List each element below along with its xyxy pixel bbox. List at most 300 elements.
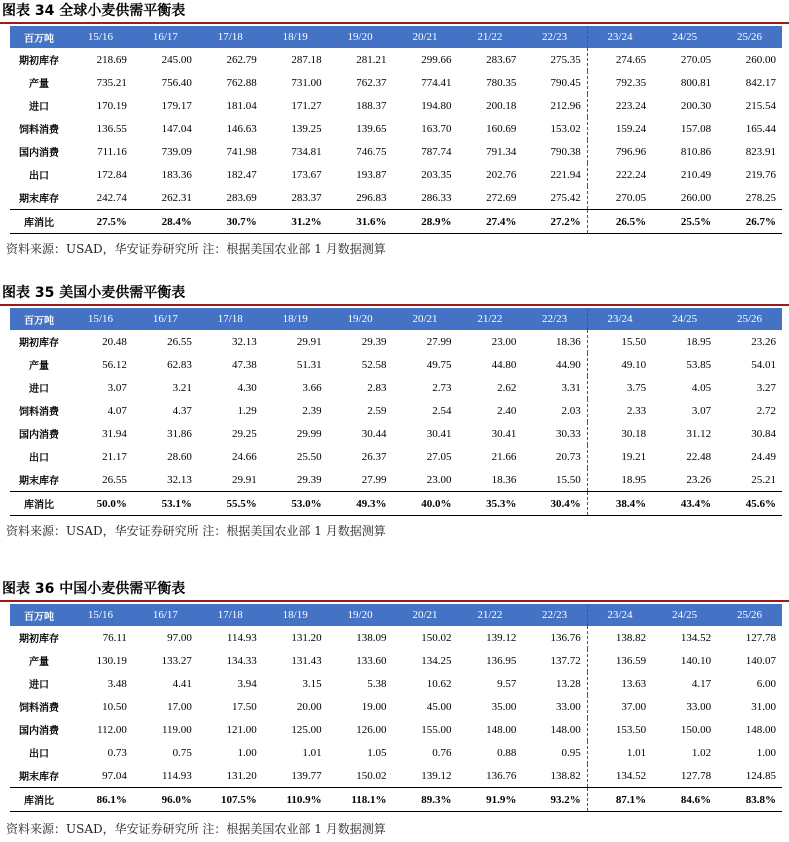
- cell-value: 183.36: [161, 168, 192, 181]
- row-label: 期初库存: [19, 338, 59, 349]
- table-section-world: [0, 0, 789, 262]
- cell-value: 126.00: [356, 723, 387, 736]
- cell-value: 32.13: [167, 473, 192, 486]
- cell-value: 30.44: [361, 427, 387, 440]
- cell-value: 296.83: [356, 191, 387, 204]
- year-header: 16/17: [133, 604, 198, 626]
- cell-value: 131.43: [291, 654, 322, 667]
- table-row: [10, 163, 782, 186]
- cell-value: 159.24: [587, 117, 652, 140]
- year-header: 23/24: [587, 308, 652, 330]
- cell-value: 29.25: [231, 427, 257, 440]
- cell-value: 30.84: [751, 427, 776, 440]
- cell-value: 125.00: [291, 723, 322, 736]
- cell-value: 130.19: [96, 654, 127, 667]
- cell-value: 27.4%: [457, 210, 522, 234]
- cell-value: 172.84: [96, 168, 127, 181]
- cell-value: 1.00: [237, 746, 257, 759]
- cell-value: 136.76: [550, 631, 581, 644]
- cell-value: 0.95: [561, 746, 581, 759]
- row-label: 产量: [29, 657, 49, 668]
- cell-value: 133.60: [356, 654, 387, 667]
- cell-value: 114.93: [226, 631, 257, 644]
- cell-value: 202.76: [486, 168, 517, 181]
- cell-value: 283.69: [226, 191, 257, 204]
- row-label: 期末库存: [19, 194, 59, 205]
- cell-value: 157.08: [680, 122, 712, 135]
- cell-value: 131.20: [291, 631, 322, 644]
- cell-value: 5.38: [367, 677, 387, 690]
- row-label: 饲料消费: [19, 125, 59, 136]
- cell-value: 4.37: [172, 404, 192, 417]
- cell-value: 45.00: [426, 700, 452, 713]
- cell-value: 146.63: [226, 122, 257, 135]
- title-rule: [0, 600, 789, 602]
- cell-value: 35.3%: [457, 492, 522, 516]
- cell-value: 138.09: [356, 631, 387, 644]
- cell-value: 171.27: [291, 99, 322, 112]
- cell-value: 1.01: [587, 741, 652, 764]
- cell-value: 762.88: [226, 76, 257, 89]
- table-row: [10, 788, 782, 812]
- cell-value: 131.20: [226, 769, 257, 782]
- cell-value: 40.0%: [393, 492, 458, 516]
- cell-value: 44.80: [491, 358, 517, 371]
- cell-value: 136.95: [486, 654, 517, 667]
- cell-value: 287.18: [291, 53, 322, 66]
- cell-value: 153.50: [587, 718, 652, 741]
- cell-value: 810.86: [680, 145, 712, 158]
- row-label: 期末库存: [19, 772, 59, 783]
- year-header: 20/21: [393, 26, 458, 48]
- cell-value: 780.35: [486, 76, 517, 89]
- cell-value: 136.55: [96, 122, 127, 135]
- cell-value: 179.17: [161, 99, 192, 112]
- cell-value: 26.55: [167, 335, 192, 348]
- row-label: 出口: [29, 171, 49, 182]
- cell-value: 155.00: [421, 723, 452, 736]
- cell-value: 29.91: [231, 473, 257, 486]
- cell-value: 110.9%: [263, 788, 328, 812]
- cell-value: 28.60: [167, 450, 192, 463]
- cell-value: 150.00: [680, 723, 712, 736]
- cell-value: 148.00: [486, 723, 517, 736]
- cell-value: 25.50: [296, 450, 322, 463]
- cell-value: 790.45: [550, 76, 581, 89]
- row-label: 产量: [29, 79, 49, 90]
- table-row: [10, 376, 782, 399]
- cell-value: 182.47: [226, 168, 257, 181]
- source-note: 资料来源：USAD，华安证券研究所 注：根据美国农业部 1 月数据测算: [6, 822, 386, 836]
- cell-value: 127.78: [680, 769, 712, 782]
- cell-value: 160.69: [486, 122, 517, 135]
- cell-value: 222.24: [587, 163, 652, 186]
- cell-value: 762.37: [356, 76, 387, 89]
- cell-value: 148.00: [550, 723, 581, 736]
- table-row: [10, 718, 782, 741]
- world-wheat-table: [10, 26, 782, 234]
- cell-value: 30.4%: [522, 492, 587, 516]
- cell-value: 153.02: [550, 122, 581, 135]
- cell-value: 15.50: [556, 473, 581, 486]
- china-wheat-table: [10, 604, 782, 812]
- cell-value: 2.83: [367, 381, 387, 394]
- cell-value: 27.99: [361, 473, 387, 486]
- cell-value: 2.40: [497, 404, 517, 417]
- unit-header: 百万吨: [10, 604, 68, 626]
- cell-value: 2.73: [432, 381, 452, 394]
- unit-header: 百万吨: [10, 308, 68, 330]
- cell-value: 735.21: [96, 76, 127, 89]
- cell-value: 10.50: [102, 700, 127, 713]
- cell-value: 28.9%: [393, 210, 458, 234]
- cell-value: 193.87: [356, 168, 387, 181]
- cell-value: 24.49: [751, 450, 776, 463]
- cell-value: 114.93: [161, 769, 192, 782]
- cell-value: 10.62: [426, 677, 452, 690]
- cell-value: 13.28: [556, 677, 581, 690]
- cell-value: 739.09: [161, 145, 192, 158]
- year-header: 24/25: [652, 308, 717, 330]
- cell-value: 140.07: [745, 654, 776, 667]
- cell-value: 136.76: [486, 769, 517, 782]
- cell-value: 29.39: [361, 335, 387, 348]
- row-label: 库消比: [10, 210, 68, 234]
- cell-value: 13.63: [587, 672, 652, 695]
- cell-value: 20.00: [296, 700, 322, 713]
- cell-value: 121.00: [226, 723, 257, 736]
- cell-value: 787.74: [421, 145, 452, 158]
- cell-value: 163.70: [421, 122, 452, 135]
- cell-value: 21.17: [102, 450, 127, 463]
- cell-value: 2.62: [497, 381, 517, 394]
- cell-value: 147.04: [161, 122, 192, 135]
- year-header: 25/26: [717, 604, 782, 626]
- year-header: 15/16: [68, 308, 133, 330]
- cell-value: 28.4%: [133, 210, 198, 234]
- year-header: 18/19: [263, 308, 328, 330]
- cell-value: 746.75: [356, 145, 387, 158]
- cell-value: 124.85: [745, 769, 776, 782]
- row-label: 出口: [29, 453, 49, 464]
- table-section-us: [0, 282, 789, 544]
- cell-value: 30.41: [491, 427, 517, 440]
- row-label: 国内消费: [19, 430, 59, 441]
- cell-value: 1.29: [237, 404, 257, 417]
- cell-value: 796.96: [587, 140, 652, 163]
- year-header: 16/17: [133, 308, 198, 330]
- cell-value: 741.98: [226, 145, 257, 158]
- year-header: 15/16: [68, 604, 133, 626]
- cell-value: 2.54: [432, 404, 452, 417]
- cell-value: 31.94: [102, 427, 127, 440]
- row-label: 出口: [29, 749, 49, 760]
- year-header: 22/23: [522, 308, 587, 330]
- table-row: [10, 695, 782, 718]
- year-header: 17/18: [198, 308, 263, 330]
- cell-value: 4.41: [172, 677, 192, 690]
- year-header: 23/24: [587, 604, 652, 626]
- cell-value: 2.72: [756, 404, 776, 417]
- cell-value: 27.05: [426, 450, 452, 463]
- cell-value: 53.0%: [263, 492, 328, 516]
- cell-value: 119.00: [161, 723, 192, 736]
- cell-value: 62.83: [167, 358, 192, 371]
- cell-value: 299.66: [421, 53, 452, 66]
- cell-value: 791.34: [486, 145, 517, 158]
- cell-value: 4.07: [107, 404, 127, 417]
- figure-title: 图表 36 中国小麦供需平衡表: [2, 581, 186, 597]
- cell-value: 52.58: [361, 358, 387, 371]
- cell-value: 18.95: [587, 468, 652, 492]
- title-rule: [0, 22, 789, 24]
- table-row: [10, 422, 782, 445]
- table-row: [10, 71, 782, 94]
- cell-value: 49.75: [426, 358, 452, 371]
- cell-value: 2.39: [302, 404, 322, 417]
- cell-value: 212.96: [550, 99, 581, 112]
- cell-value: 242.74: [96, 191, 127, 204]
- cell-value: 9.57: [497, 677, 517, 690]
- year-header: 18/19: [263, 604, 328, 626]
- cell-value: 96.0%: [133, 788, 198, 812]
- year-header: 22/23: [522, 604, 587, 626]
- year-header: 24/25: [652, 604, 717, 626]
- cell-value: 221.94: [550, 168, 581, 181]
- cell-value: 27.2%: [522, 210, 587, 234]
- header-row: [10, 604, 782, 626]
- cell-value: 215.54: [745, 99, 776, 112]
- cell-value: 27.99: [426, 335, 452, 348]
- cell-value: 3.21: [172, 381, 192, 394]
- cell-value: 33.00: [686, 700, 712, 713]
- cell-value: 18.36: [556, 335, 581, 348]
- cell-value: 118.1%: [328, 788, 393, 812]
- cell-value: 800.81: [680, 76, 712, 89]
- cell-value: 19.21: [587, 445, 652, 468]
- year-header: 20/21: [393, 604, 458, 626]
- cell-value: 17.50: [231, 700, 257, 713]
- cell-value: 139.65: [356, 122, 387, 135]
- cell-value: 84.6%: [652, 788, 717, 812]
- cell-value: 1.02: [691, 746, 712, 759]
- cell-value: 139.12: [421, 769, 452, 782]
- cell-value: 148.00: [745, 723, 776, 736]
- cell-value: 283.37: [291, 191, 322, 204]
- cell-value: 32.13: [231, 335, 257, 348]
- cell-value: 3.27: [756, 381, 776, 394]
- year-header: 15/16: [68, 26, 133, 48]
- table-row: [10, 210, 782, 234]
- cell-value: 842.17: [745, 76, 776, 89]
- table-row: [10, 492, 782, 516]
- table-row: [10, 468, 782, 492]
- cell-value: 138.82: [587, 626, 652, 649]
- cell-value: 283.67: [486, 53, 517, 66]
- year-header: 25/26: [717, 308, 782, 330]
- table-row: [10, 117, 782, 140]
- cell-value: 281.21: [356, 53, 387, 66]
- cell-value: 136.59: [587, 649, 652, 672]
- cell-value: 54.01: [751, 358, 776, 371]
- cell-value: 223.24: [587, 94, 652, 117]
- year-header: 20/21: [393, 308, 458, 330]
- cell-value: 3.31: [561, 381, 581, 394]
- table-row: [10, 140, 782, 163]
- table-row: [10, 764, 782, 788]
- cell-value: 134.33: [226, 654, 257, 667]
- figure-title: 图表 34 全球小麦供需平衡表: [2, 3, 186, 19]
- cell-value: 35.00: [491, 700, 517, 713]
- row-label: 库消比: [10, 788, 68, 812]
- cell-value: 56.12: [102, 358, 127, 371]
- table-section-china: [0, 578, 789, 842]
- cell-value: 4.30: [237, 381, 257, 394]
- cell-value: 17.00: [167, 700, 192, 713]
- year-header: 19/20: [328, 604, 393, 626]
- table-row: [10, 48, 782, 71]
- cell-value: 24.66: [231, 450, 257, 463]
- cell-value: 26.37: [361, 450, 387, 463]
- cell-value: 203.35: [421, 168, 452, 181]
- cell-value: 134.52: [680, 631, 712, 644]
- cell-value: 262.79: [226, 53, 257, 66]
- cell-value: 286.33: [421, 191, 452, 204]
- cell-value: 790.38: [550, 145, 581, 158]
- year-header: 25/26: [717, 26, 782, 48]
- cell-value: 140.10: [680, 654, 712, 667]
- title-rule: [0, 304, 789, 306]
- cell-value: 275.35: [550, 53, 581, 66]
- year-header: 19/20: [328, 26, 393, 48]
- row-label: 国内消费: [19, 148, 59, 159]
- cell-value: 150.02: [421, 631, 452, 644]
- us-wheat-table: [10, 308, 782, 516]
- header-row: [10, 308, 782, 330]
- cell-value: 31.12: [686, 427, 712, 440]
- cell-value: 200.18: [486, 99, 517, 112]
- cell-value: 25.21: [751, 473, 776, 486]
- cell-value: 270.05: [680, 53, 712, 66]
- cell-value: 711.16: [97, 145, 127, 158]
- cell-value: 29.99: [296, 427, 322, 440]
- cell-value: 245.00: [161, 53, 192, 66]
- cell-value: 165.44: [745, 122, 776, 135]
- cell-value: 30.18: [587, 422, 652, 445]
- year-header: 23/24: [587, 26, 652, 48]
- cell-value: 181.04: [226, 99, 257, 112]
- row-label: 期初库存: [19, 634, 59, 645]
- cell-value: 19.00: [361, 700, 387, 713]
- cell-value: 756.40: [161, 76, 192, 89]
- cell-value: 50.0%: [68, 492, 133, 516]
- table-row: [10, 186, 782, 210]
- cell-value: 26.7%: [717, 210, 782, 234]
- cell-value: 270.05: [587, 186, 652, 210]
- source-note: 资料来源：USAD，华安证券研究所 注：根据美国农业部 1 月数据测算: [6, 524, 386, 538]
- cell-value: 26.55: [102, 473, 127, 486]
- cell-value: 4.17: [691, 677, 712, 690]
- cell-value: 139.12: [486, 631, 517, 644]
- row-label: 期初库存: [19, 56, 59, 67]
- year-header: 21/22: [457, 26, 522, 48]
- cell-value: 3.94: [237, 677, 257, 690]
- table-row: [10, 741, 782, 764]
- cell-value: 1.00: [756, 746, 776, 759]
- cell-value: 30.7%: [198, 210, 263, 234]
- cell-value: 3.07: [107, 381, 127, 394]
- year-header: 18/19: [263, 26, 328, 48]
- cell-value: 107.5%: [198, 788, 263, 812]
- table-row: [10, 399, 782, 422]
- cell-value: 53.1%: [133, 492, 198, 516]
- cell-value: 1.05: [367, 746, 387, 759]
- cell-value: 150.02: [356, 769, 387, 782]
- cell-value: 0.76: [432, 746, 452, 759]
- year-header: 16/17: [133, 26, 198, 48]
- cell-value: 188.37: [356, 99, 387, 112]
- cell-value: 3.66: [302, 381, 322, 394]
- header-row: [10, 26, 782, 48]
- table-row: [10, 445, 782, 468]
- cell-value: 112.00: [97, 723, 127, 736]
- table-row: [10, 626, 782, 649]
- cell-value: 138.82: [550, 769, 581, 782]
- cell-value: 23.26: [686, 473, 712, 486]
- cell-value: 4.05: [691, 381, 712, 394]
- table-row: [10, 353, 782, 376]
- cell-value: 262.31: [161, 191, 192, 204]
- row-label: 国内消费: [19, 726, 59, 737]
- cell-value: 49.3%: [328, 492, 393, 516]
- cell-value: 83.8%: [717, 788, 782, 812]
- cell-value: 194.80: [421, 99, 452, 112]
- cell-value: 139.25: [291, 122, 322, 135]
- cell-value: 731.00: [291, 76, 322, 89]
- cell-value: 20.48: [102, 335, 127, 348]
- cell-value: 25.5%: [652, 210, 717, 234]
- row-label: 期末库存: [19, 476, 59, 487]
- cell-value: 134.52: [587, 764, 652, 788]
- cell-value: 31.6%: [328, 210, 393, 234]
- year-header: 24/25: [652, 26, 717, 48]
- cell-value: 170.19: [96, 99, 127, 112]
- cell-value: 31.2%: [263, 210, 328, 234]
- cell-value: 2.03: [561, 404, 581, 417]
- cell-value: 23.26: [751, 335, 776, 348]
- row-label: 进口: [29, 680, 49, 691]
- row-label: 库消比: [10, 492, 68, 516]
- year-header: 21/22: [457, 604, 522, 626]
- cell-value: 86.1%: [68, 788, 133, 812]
- cell-value: 127.78: [745, 631, 776, 644]
- table-row: [10, 672, 782, 695]
- cell-value: 21.66: [491, 450, 517, 463]
- row-label: 饲料消费: [19, 407, 59, 418]
- row-label: 进口: [29, 384, 49, 395]
- cell-value: 260.00: [680, 191, 712, 204]
- cell-value: 55.5%: [198, 492, 263, 516]
- cell-value: 3.75: [587, 376, 652, 399]
- cell-value: 30.41: [426, 427, 452, 440]
- cell-value: 97.04: [102, 769, 127, 782]
- cell-value: 43.4%: [652, 492, 717, 516]
- year-header: 21/22: [457, 308, 522, 330]
- cell-value: 18.95: [686, 335, 712, 348]
- cell-value: 275.42: [550, 191, 581, 204]
- row-label: 饲料消费: [19, 703, 59, 714]
- cell-value: 31.86: [167, 427, 192, 440]
